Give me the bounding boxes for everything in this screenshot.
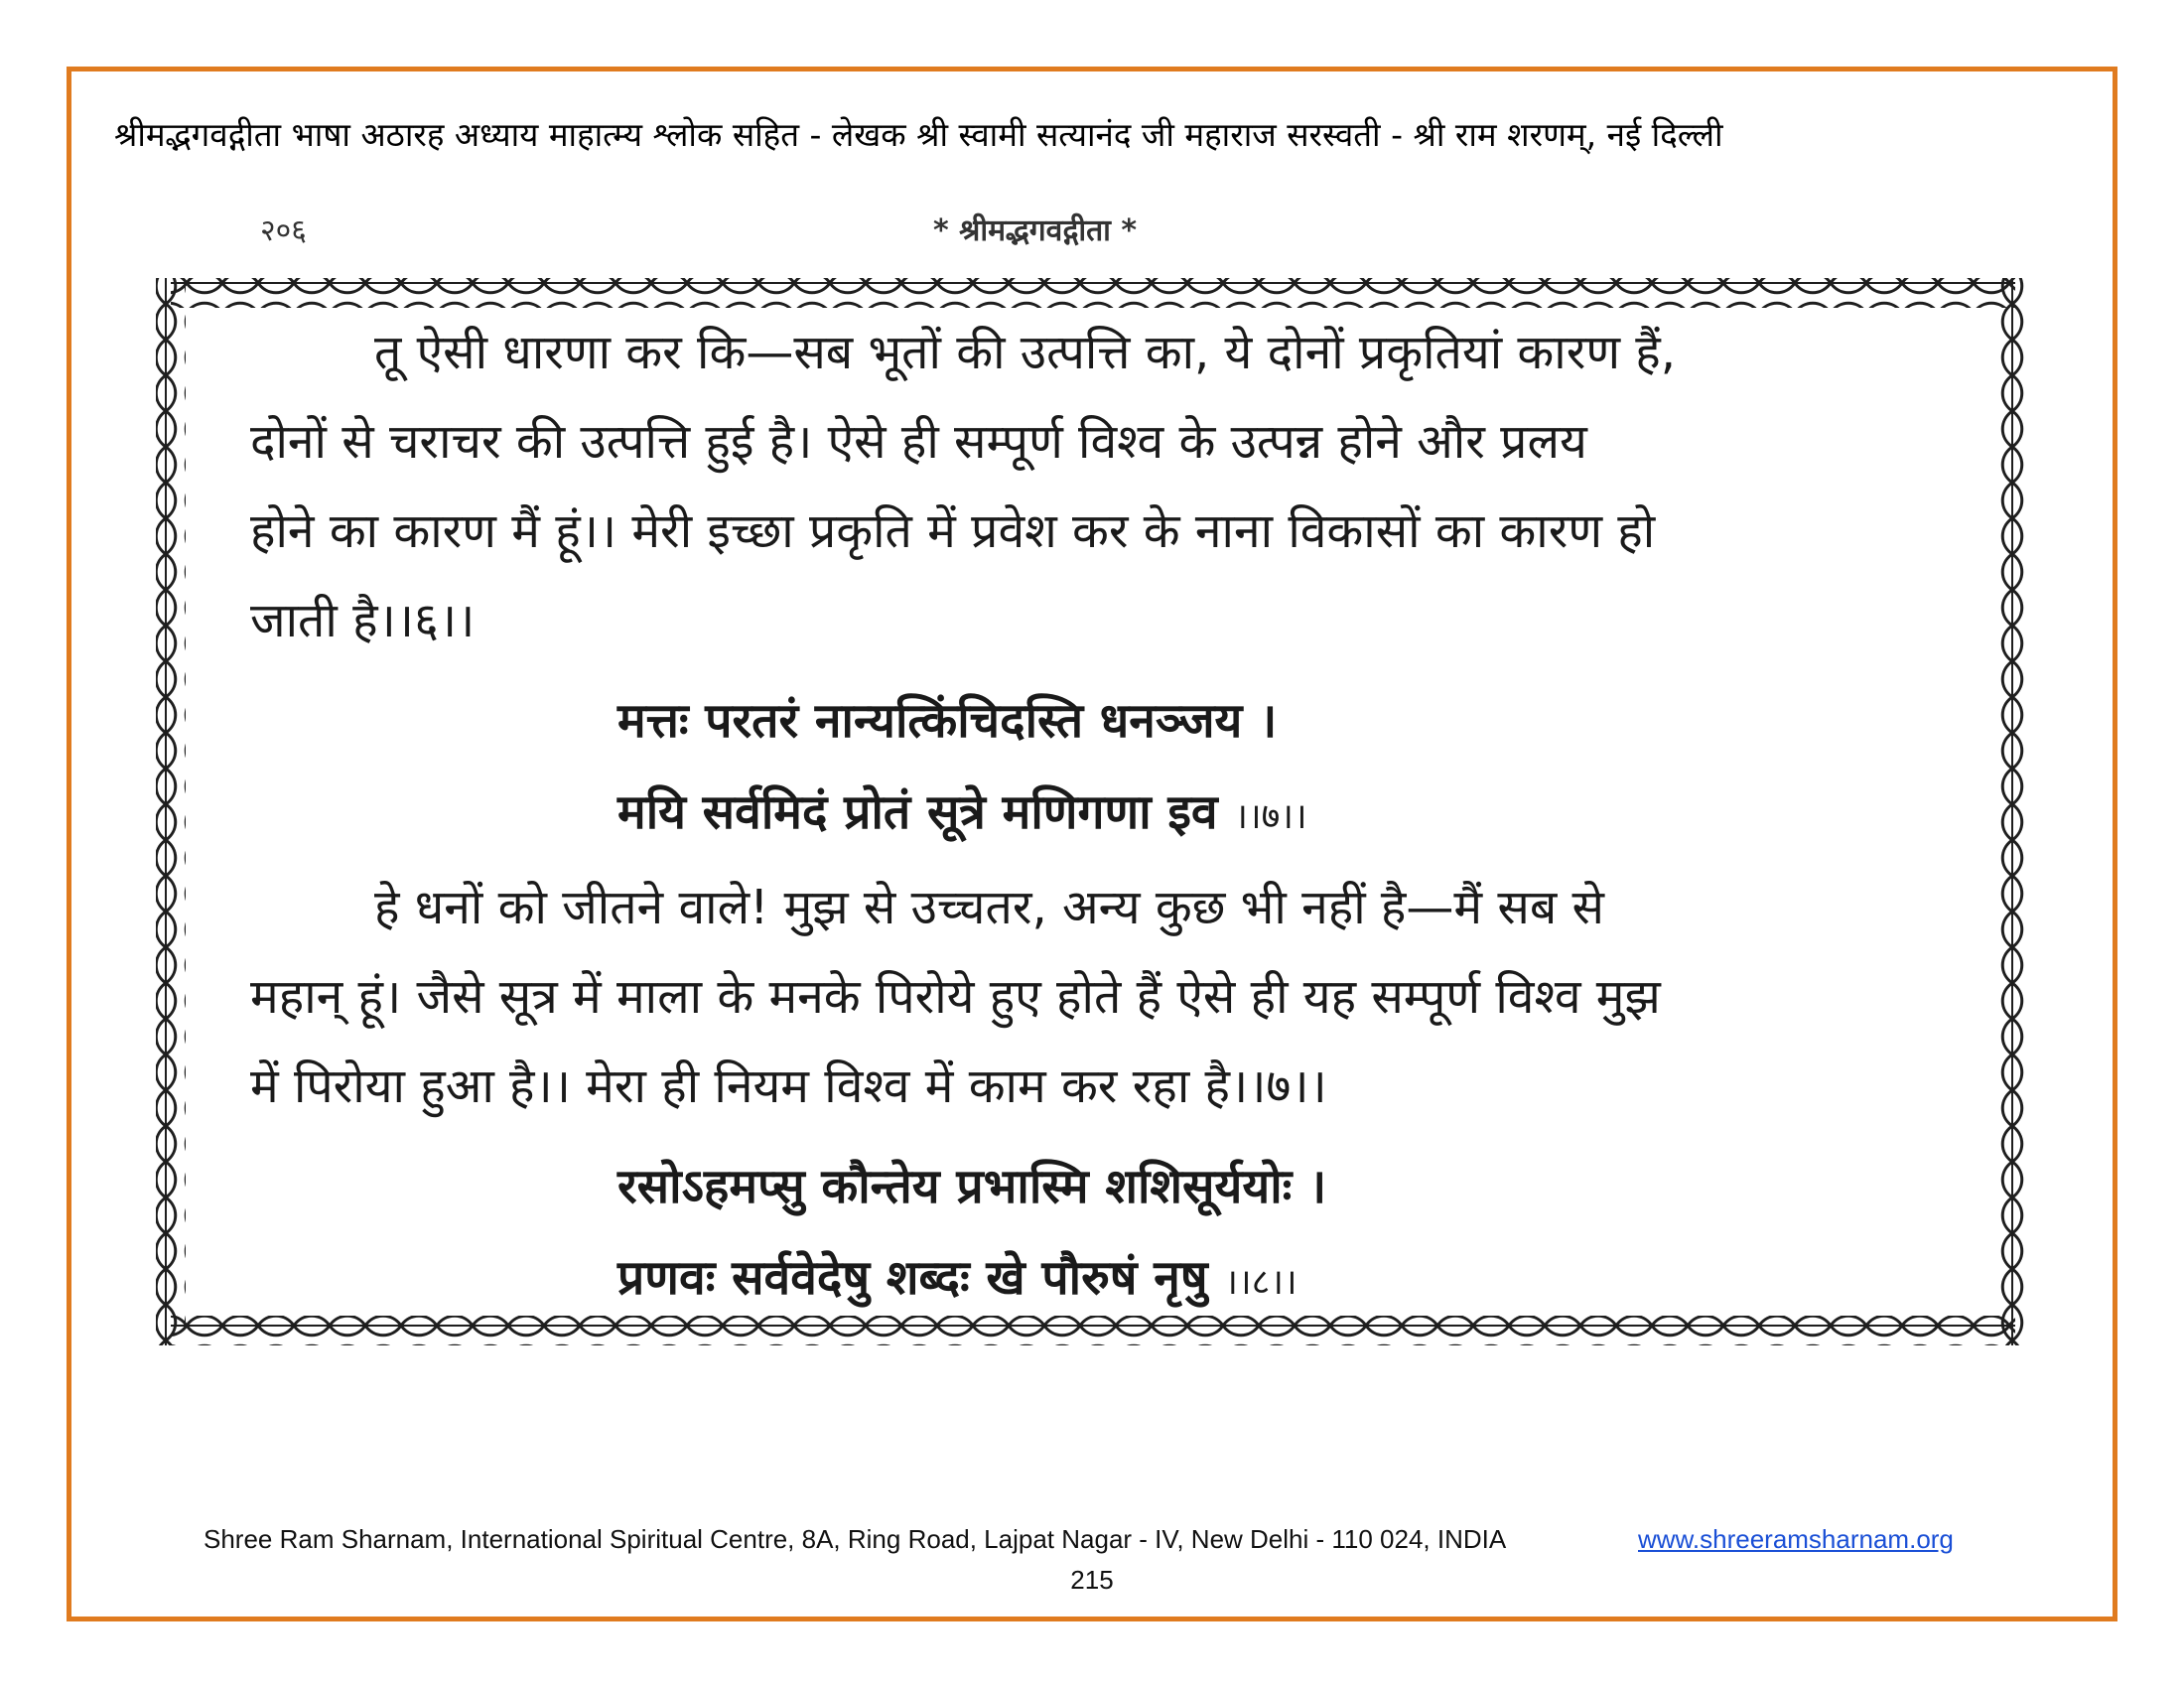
- website-link[interactable]: www.shreeramsharnam.org: [1638, 1524, 1954, 1554]
- verse-text: प्रणवः सर्ववेदेषु शब्दः खे पौरुषं नृषु: [617, 1250, 1208, 1306]
- document-header-title: श्रीमद्भगवद्गीता भाषा अठारह अध्याय माहात्म्य श्लोक सहित - लेखक श्री स्वामी सत्यानंद जी महाराज सरस्वती - श्री राम शरणम्, नई दिल्ली: [114, 115, 1723, 154]
- verse-number: ।।७।।: [1234, 796, 1307, 837]
- sanskrit-verse-7: [250, 675, 1948, 863]
- footer-page-number: 215: [1070, 1565, 1114, 1595]
- text-line: होने का कारण मैं हूं।। मेरी इच्छा प्रकृति में प्रवेश कर के नाना विकासों का कारण हो: [250, 503, 1656, 559]
- verse-line: रसोऽहमप्सु कौन्तेय प्रभास्मि शशिसूर्ययोः ।: [617, 1159, 1327, 1214]
- footer-address: Shree Ram Sharnam, International Spiritual Centre, 8A, Ring Road, Lajpat Nagar - IV, New Delhi - 110 024, INDIA: [204, 1524, 1507, 1554]
- sanskrit-verse-8: [250, 1141, 1948, 1329]
- page-body: [250, 308, 1948, 1329]
- verse-number: ।।८।।: [1224, 1262, 1297, 1303]
- verse-line: [617, 1232, 1948, 1329]
- verse-line: मत्तः परतरं नान्यत्किंचिदस्ति धनञ्जय ।: [617, 693, 1278, 749]
- paragraph-verse-7-translation: [250, 863, 1948, 1131]
- text-line: दोनों से चराचर की उत्पत्ति हुई है। ऐसे ही सम्पूर्ण विश्व के उत्पन्न होने और प्रलय: [250, 414, 1587, 470]
- text-line: महान् हूं। जैसे सूत्र में माला के मनके पिरोये हुए होते हैं ऐसे ही यह सम्पूर्ण विश्व मुझ: [250, 969, 1661, 1025]
- scanned-running-head: * श्रीमद्भगवद्गीता *: [933, 213, 1138, 248]
- text-line: तू ऐसी धारणा कर कि—सब भूतों की उत्पत्ति का, ये दोनों प्रकृतियां कारण हैं,: [374, 325, 1677, 380]
- paragraph-verse-6-translation: [250, 308, 1948, 665]
- text-line: हे धनों को जीतने वाले! मुझ से उच्चतर, अन्य कुछ भी नहीं है—मैं सब से: [374, 880, 1604, 935]
- text-line: में पिरोया हुआ है।। मेरा ही नियम विश्व में काम कर रहा है।।७।।: [250, 1058, 1327, 1114]
- verse-line: [617, 767, 1948, 863]
- text-line: जाती है।।६।।: [250, 593, 476, 648]
- ornamental-frame: [151, 268, 2035, 1355]
- scanned-page-number: २०६: [260, 213, 307, 248]
- verse-text: मयि सर्वमिदं प्रोतं सूत्रे मणिगणा इव: [617, 784, 1218, 840]
